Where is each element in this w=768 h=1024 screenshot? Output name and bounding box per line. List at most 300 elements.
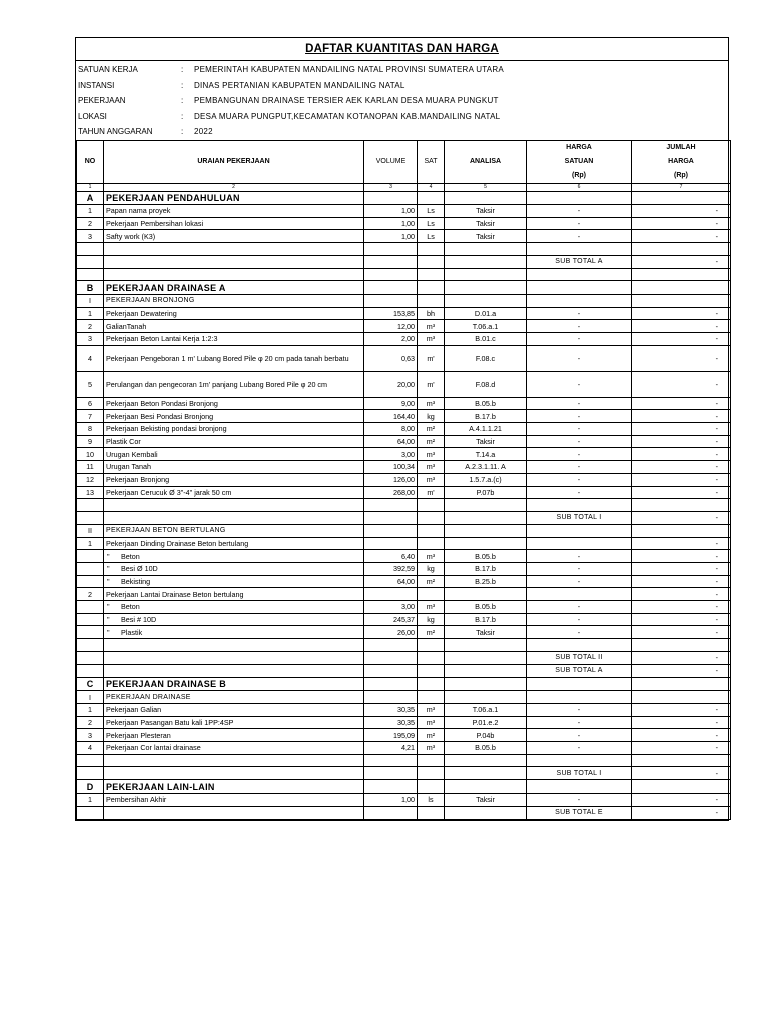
item-no: [77, 562, 104, 575]
blank-cell: [418, 639, 445, 652]
item-total-price: -: [632, 729, 731, 742]
blank-cell: [445, 511, 527, 524]
item-total-price: -: [632, 230, 731, 243]
blank-cell: [527, 268, 632, 281]
column-index-row: [77, 183, 731, 191]
section-row: [77, 191, 731, 205]
info-row: [76, 124, 728, 140]
section-row: [77, 281, 731, 295]
blank-cell: [364, 677, 418, 691]
blank-cell: [418, 780, 445, 794]
item-no: 4: [77, 742, 104, 755]
item-total-price: -: [632, 435, 731, 448]
ditto-mark: ": [107, 564, 110, 574]
header-uraian: URAIAN PEKERJAAN: [104, 140, 364, 183]
item-unit: bh: [418, 307, 445, 320]
item-unit-price: -: [527, 742, 632, 755]
blank-cell: [632, 191, 731, 205]
subtotal-row: [77, 511, 731, 524]
item-volume: 153,85: [364, 307, 418, 320]
item-row: [77, 601, 731, 614]
blank-cell: [364, 639, 418, 652]
blank-cell: [418, 268, 445, 281]
section-title: PEKERJAAN PENDAHULUAN: [104, 191, 364, 205]
blank-cell: [632, 243, 731, 256]
item-description-text: Besi Ø 10D: [121, 564, 158, 574]
item-description: Pekerjaan Beton Lantai Kerja 1:2:3: [104, 333, 364, 346]
item-no: 11: [77, 461, 104, 474]
subtotal-label: SUB TOTAL A: [527, 664, 632, 677]
item-analysis: Taksir: [445, 435, 527, 448]
item-volume: 20,00: [364, 371, 418, 397]
blank-cell: [445, 691, 527, 704]
blank-cell: [632, 268, 731, 281]
item-unit: m³: [418, 461, 445, 474]
item-description: Pekerjaan Bronjong: [104, 473, 364, 486]
item-volume: 0,63: [364, 345, 418, 371]
blank-cell: [418, 767, 445, 780]
item-no: 1: [77, 205, 104, 218]
item-analysis: Taksir: [445, 626, 527, 639]
item-unit-price: -: [527, 473, 632, 486]
item-analysis: P.01.e.2: [445, 716, 527, 729]
subtotal-row: [77, 806, 731, 819]
item-description: Pekerjaan Plesteran: [104, 729, 364, 742]
section-row: [77, 677, 731, 691]
item-no: 2: [77, 716, 104, 729]
info-row: [76, 78, 728, 94]
item-description: Pembersihan Akhir: [104, 793, 364, 806]
item-total-price: -: [632, 397, 731, 410]
item-analysis: B.25.b: [445, 575, 527, 588]
blank-cell: [445, 767, 527, 780]
blank-cell: [527, 243, 632, 256]
blank-cell: [104, 243, 364, 256]
blank-cell: [445, 780, 527, 794]
item-description: [104, 613, 364, 626]
item-unit: m²: [418, 729, 445, 742]
section-row: [77, 780, 731, 794]
info-value: 2022: [194, 127, 213, 137]
blank-cell: [77, 806, 104, 819]
item-volume: 1,00: [364, 217, 418, 230]
item-no: [77, 575, 104, 588]
item-row: [77, 742, 731, 755]
subsection-title: PEKERJAAN DRAINASE: [104, 691, 364, 704]
item-row: [77, 473, 731, 486]
blank-cell: [445, 281, 527, 295]
item-volume: [364, 537, 418, 550]
blank-cell: [364, 691, 418, 704]
info-row: [76, 62, 728, 78]
info-row: [76, 93, 728, 109]
blank-cell: [77, 664, 104, 677]
blank-cell: [104, 268, 364, 281]
section-title: PEKERJAAN DRAINASE A: [104, 281, 364, 295]
item-no: 1: [77, 537, 104, 550]
ditto-mark: ": [107, 615, 110, 625]
item-no: 2: [77, 320, 104, 333]
blank-cell: [527, 691, 632, 704]
item-description: [104, 626, 364, 639]
header-no: NO: [77, 140, 104, 183]
blank-cell: [77, 268, 104, 281]
blank-cell: [445, 499, 527, 512]
item-unit-price: -: [527, 575, 632, 588]
blank-cell: [445, 651, 527, 664]
blank-cell: [77, 651, 104, 664]
blank-cell: [104, 651, 364, 664]
subtotal-label: SUB TOTAL I: [527, 767, 632, 780]
item-total-price: -: [632, 613, 731, 626]
item-volume: 26,00: [364, 626, 418, 639]
item-no: 2: [77, 217, 104, 230]
blank-cell: [364, 511, 418, 524]
blank-cell: [527, 294, 632, 307]
item-unit-price: -: [527, 486, 632, 499]
item-description: Pekerjaan Lantai Drainase Beton bertulang: [104, 588, 364, 601]
header-analisa: ANALISA: [445, 140, 527, 183]
section-no: B: [77, 281, 104, 295]
item-description: [104, 562, 364, 575]
header-jumlah-harga: JUMLAH HARGA (Rp): [632, 140, 731, 183]
blank-cell: [418, 255, 445, 268]
item-row: [77, 307, 731, 320]
blank-cell: [445, 191, 527, 205]
subtotal-value: -: [632, 651, 731, 664]
item-volume: 245,37: [364, 613, 418, 626]
item-row: [77, 537, 731, 550]
item-description-text: Beton: [121, 602, 140, 612]
subsection-no: II: [77, 524, 104, 537]
item-total-price: -: [632, 537, 731, 550]
blank-cell: [418, 499, 445, 512]
item-volume: [364, 588, 418, 601]
column-index: 1: [77, 183, 104, 191]
item-volume: 195,09: [364, 729, 418, 742]
item-unit: Ls: [418, 205, 445, 218]
item-description-text: Bekisting: [121, 576, 151, 586]
item-unit: kg: [418, 410, 445, 423]
item-unit-price: -: [527, 423, 632, 436]
item-row: [77, 345, 731, 371]
item-total-price: -: [632, 588, 731, 601]
item-total-price: -: [632, 410, 731, 423]
blank-cell: [445, 524, 527, 537]
item-description: Pekerjaan Pengeboran 1 m' Lubang Bored Pile φ 20 cm pada tanah berbatu: [104, 345, 364, 371]
item-row: [77, 397, 731, 410]
item-unit-price: -: [527, 461, 632, 474]
item-row: [77, 486, 731, 499]
blank-cell: [445, 243, 527, 256]
item-analysis: P.07b: [445, 486, 527, 499]
blank-cell: [77, 754, 104, 767]
item-unit: m³: [418, 473, 445, 486]
item-total-price: -: [632, 217, 731, 230]
item-unit: m': [418, 371, 445, 397]
item-analysis: Taksir: [445, 230, 527, 243]
subtotal-value: -: [632, 664, 731, 677]
item-no: [77, 601, 104, 614]
item-unit-price: [527, 537, 632, 550]
item-row: [77, 371, 731, 397]
info-colon: :: [181, 96, 184, 106]
item-no: 12: [77, 473, 104, 486]
item-unit-price: -: [527, 448, 632, 461]
blank-row: [77, 243, 731, 256]
blank-cell: [632, 691, 731, 704]
blank-cell: [418, 281, 445, 295]
subtotal-row: [77, 651, 731, 664]
item-total-price: -: [632, 562, 731, 575]
item-unit-price: -: [527, 562, 632, 575]
item-analysis: F.08.c: [445, 345, 527, 371]
item-row: [77, 333, 731, 346]
blank-cell: [418, 691, 445, 704]
item-total-price: -: [632, 345, 731, 371]
blank-cell: [632, 294, 731, 307]
item-unit: m³: [418, 448, 445, 461]
blank-cell: [104, 806, 364, 819]
item-description: Pekerjaan Galian: [104, 703, 364, 716]
item-no: 10: [77, 448, 104, 461]
item-no: 6: [77, 397, 104, 410]
item-row: [77, 550, 731, 563]
item-unit: [418, 537, 445, 550]
item-description: [104, 601, 364, 614]
item-no: 7: [77, 410, 104, 423]
subtotal-row: [77, 664, 731, 677]
item-unit-price: -: [527, 307, 632, 320]
blank-cell: [527, 780, 632, 794]
item-volume: 3,00: [364, 448, 418, 461]
blank-cell: [77, 511, 104, 524]
item-total-price: -: [632, 742, 731, 755]
item-total-price: -: [632, 205, 731, 218]
item-analysis: B.17.b: [445, 613, 527, 626]
info-label: LOKASI: [78, 111, 107, 121]
info-row: [76, 109, 728, 125]
blank-cell: [445, 268, 527, 281]
item-no: 9: [77, 435, 104, 448]
item-no: 4: [77, 345, 104, 371]
header-harga-satuan: HARGA SATUAN (Rp): [527, 140, 632, 183]
blank-cell: [364, 651, 418, 664]
item-unit: m³: [418, 716, 445, 729]
blank-cell: [104, 767, 364, 780]
item-analysis: A.2.3.1.11. A: [445, 461, 527, 474]
item-unit-price: -: [527, 793, 632, 806]
item-unit-price: -: [527, 217, 632, 230]
item-unit-price: -: [527, 371, 632, 397]
subtotal-label: SUB TOTAL A: [527, 255, 632, 268]
item-unit: ls: [418, 793, 445, 806]
item-unit: m': [418, 345, 445, 371]
blank-cell: [527, 281, 632, 295]
item-unit-price: -: [527, 333, 632, 346]
header-volume: VOLUME: [364, 140, 418, 183]
item-volume: 392,59: [364, 562, 418, 575]
blank-cell: [527, 754, 632, 767]
subtotal-label: SUB TOTAL I: [527, 511, 632, 524]
header-sat: SAT: [418, 140, 445, 183]
blank-cell: [418, 651, 445, 664]
item-description: Pekerjaan Dinding Drainase Beton bertulang: [104, 537, 364, 550]
item-description: GalianTanah: [104, 320, 364, 333]
blank-cell: [364, 268, 418, 281]
item-row: [77, 716, 731, 729]
item-analysis: A.4.1.1.21: [445, 423, 527, 436]
blank-cell: [364, 255, 418, 268]
item-no: 13: [77, 486, 104, 499]
blank-cell: [364, 524, 418, 537]
item-unit-price: -: [527, 550, 632, 563]
item-no: 1: [77, 703, 104, 716]
item-no: [77, 626, 104, 639]
blank-cell: [445, 639, 527, 652]
item-volume: 2,00: [364, 333, 418, 346]
info-label: SATUAN KERJA: [78, 65, 138, 75]
item-total-price: -: [632, 793, 731, 806]
bill-of-quantities-table: [76, 140, 731, 820]
info-colon: :: [181, 65, 184, 75]
blank-cell: [364, 806, 418, 819]
item-unit: m³: [418, 550, 445, 563]
item-row: [77, 588, 731, 601]
item-unit: m²: [418, 435, 445, 448]
blank-cell: [527, 191, 632, 205]
item-description: [104, 550, 364, 563]
item-volume: 4,21: [364, 742, 418, 755]
subtotal-value: -: [632, 806, 731, 819]
column-index: 5: [445, 183, 527, 191]
item-total-price: -: [632, 601, 731, 614]
item-analysis: F.08.d: [445, 371, 527, 397]
item-row: [77, 217, 731, 230]
item-row: [77, 448, 731, 461]
item-row: [77, 626, 731, 639]
item-unit: m': [418, 486, 445, 499]
blank-cell: [418, 294, 445, 307]
item-analysis: Taksir: [445, 793, 527, 806]
item-analysis: B.05.b: [445, 397, 527, 410]
item-description: Papan nama proyek: [104, 205, 364, 218]
item-row: [77, 230, 731, 243]
item-no: 1: [77, 793, 104, 806]
subtotal-row: [77, 767, 731, 780]
item-no: [77, 550, 104, 563]
item-row: [77, 703, 731, 716]
item-description: Perulangan dan pengecoran 1m' panjang Lubang Bored Pile φ 20 cm: [104, 371, 364, 397]
item-description-text: Besi # 10D: [121, 615, 157, 625]
item-unit: Ls: [418, 217, 445, 230]
item-no: 2: [77, 588, 104, 601]
blank-cell: [364, 754, 418, 767]
section-no: C: [77, 677, 104, 691]
subsection-no: I: [77, 691, 104, 704]
item-description: Safty work (K3): [104, 230, 364, 243]
item-analysis: B.17.b: [445, 410, 527, 423]
item-total-price: -: [632, 486, 731, 499]
column-index: 4: [418, 183, 445, 191]
item-unit-price: -: [527, 397, 632, 410]
item-volume: 268,00: [364, 486, 418, 499]
item-description: Urugan Kembali: [104, 448, 364, 461]
item-volume: 126,00: [364, 473, 418, 486]
document-title: DAFTAR KUANTITAS DAN HARGA: [76, 38, 728, 61]
item-no: 3: [77, 729, 104, 742]
subtotal-label: SUB TOTAL E: [527, 806, 632, 819]
item-total-price: -: [632, 626, 731, 639]
subsection-title: PEKERJAAN BRONJONG: [104, 294, 364, 307]
item-volume: 164,40: [364, 410, 418, 423]
info-colon: :: [181, 80, 184, 90]
info-label: PEKERJAAN: [78, 96, 126, 106]
item-description: Pekerjaan Cerucuk Ø 3"-4" jarak 50 cm: [104, 486, 364, 499]
blank-cell: [632, 754, 731, 767]
item-row: [77, 793, 731, 806]
blank-cell: [445, 677, 527, 691]
blank-cell: [104, 499, 364, 512]
item-description: Pekerjaan Pasangan Batu kali 1PP:4SP: [104, 716, 364, 729]
item-unit: [418, 588, 445, 601]
blank-cell: [104, 511, 364, 524]
item-description: Pekerjaan Beton Pondasi Bronjong: [104, 397, 364, 410]
blank-cell: [527, 639, 632, 652]
item-total-price: -: [632, 423, 731, 436]
item-unit: m²: [418, 626, 445, 639]
blank-cell: [418, 511, 445, 524]
subtotal-row: [77, 255, 731, 268]
item-volume: 1,00: [364, 230, 418, 243]
item-unit-price: -: [527, 320, 632, 333]
item-analysis: B.05.b: [445, 550, 527, 563]
blank-cell: [632, 677, 731, 691]
blank-cell: [418, 754, 445, 767]
item-volume: 100,34: [364, 461, 418, 474]
item-row: [77, 613, 731, 626]
subtotal-value: -: [632, 511, 731, 524]
item-volume: 3,00: [364, 601, 418, 614]
blank-cell: [364, 499, 418, 512]
item-analysis: T.14.a: [445, 448, 527, 461]
item-row: [77, 729, 731, 742]
blank-cell: [104, 639, 364, 652]
item-row: [77, 575, 731, 588]
item-description: [104, 575, 364, 588]
blank-row: [77, 754, 731, 767]
item-analysis: B.05.b: [445, 601, 527, 614]
item-row: [77, 205, 731, 218]
item-total-price: -: [632, 575, 731, 588]
item-total-price: -: [632, 371, 731, 397]
section-title: PEKERJAAN LAIN-LAIN: [104, 780, 364, 794]
blank-cell: [527, 499, 632, 512]
item-unit-price: -: [527, 205, 632, 218]
blank-cell: [445, 255, 527, 268]
item-unit-price: -: [527, 729, 632, 742]
subtotal-value: -: [632, 767, 731, 780]
item-analysis: [445, 588, 527, 601]
info-colon: :: [181, 111, 184, 121]
column-index: 2: [104, 183, 364, 191]
item-total-price: -: [632, 448, 731, 461]
item-description: Pekerjaan Pembersihan lokasi: [104, 217, 364, 230]
item-unit-price: -: [527, 613, 632, 626]
blank-cell: [77, 767, 104, 780]
blank-cell: [77, 499, 104, 512]
item-unit: m³: [418, 703, 445, 716]
